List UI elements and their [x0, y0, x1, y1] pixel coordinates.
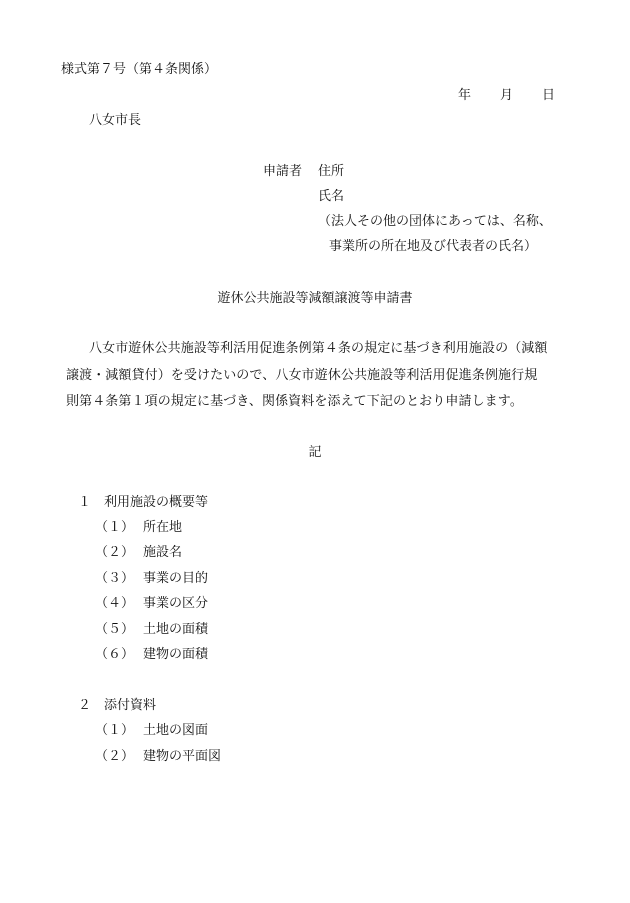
name-label: 氏名 [318, 189, 345, 204]
document-title: 遊休公共施設等減額譲渡等申請書 [217, 291, 413, 306]
section-1-item-3-label: 事業の目的 [143, 571, 209, 586]
section-1-heading: 利用施設の概要等 [104, 495, 209, 510]
section-2-number: ２ [78, 698, 92, 713]
section-2-item-2-number: （２） [95, 749, 135, 764]
section-1-item-6-number: （６） [95, 647, 135, 662]
date-day-label: 日 [542, 88, 556, 103]
addressee: 八女市長 [89, 113, 142, 128]
section-1-item-5-label: 土地の面積 [143, 622, 209, 637]
section-2-item-2-label: 建物の平面図 [143, 749, 222, 764]
body-line-2: 譲渡・減額貸付）を受けたいので、八女市遊休公共施設等利活用促進条例施行規 [66, 368, 538, 383]
ki-marker: 記 [308, 445, 322, 460]
section-1-item-4-number: （４） [95, 596, 135, 611]
section-1-item-2-number: （２） [95, 545, 135, 560]
date-year-label: 年 [458, 88, 472, 103]
applicant-label: 申請者 [263, 164, 303, 179]
section-2-item-1-label: 土地の図面 [143, 723, 209, 738]
section-1-item-1-number: （１） [95, 520, 135, 535]
section-1-item-4-label: 事業の区分 [143, 596, 209, 611]
body-line-3: 則第４条第１項の規定に基づき、関係資料を添えて下記のとおり申請します。 [66, 394, 523, 409]
section-1-number: １ [78, 495, 92, 510]
section-1-item-2-label: 施設名 [143, 545, 183, 560]
section-1-item-6-label: 建物の面積 [143, 647, 209, 662]
applicant-note-line2: 事業所の所在地及び代表者の氏名） [329, 239, 538, 254]
date-month-label: 月 [500, 88, 514, 103]
body-line-1: 八女市遊休公共施設等利活用促進条例第４条の規定に基づき利用施設の（減額 [89, 341, 548, 356]
section-1-item-1-label: 所在地 [143, 520, 183, 535]
applicant-note-line1: （法人その他の団体にあっては、名称、 [318, 214, 552, 229]
section-2-item-1-number: （１） [95, 723, 135, 738]
section-2-heading: 添付資料 [104, 698, 157, 713]
section-1-item-5-number: （５） [95, 622, 135, 637]
form-number: 様式第７号（第４条関係） [61, 62, 218, 77]
address-label: 住所 [318, 164, 345, 179]
section-1-item-3-number: （３） [95, 571, 135, 586]
